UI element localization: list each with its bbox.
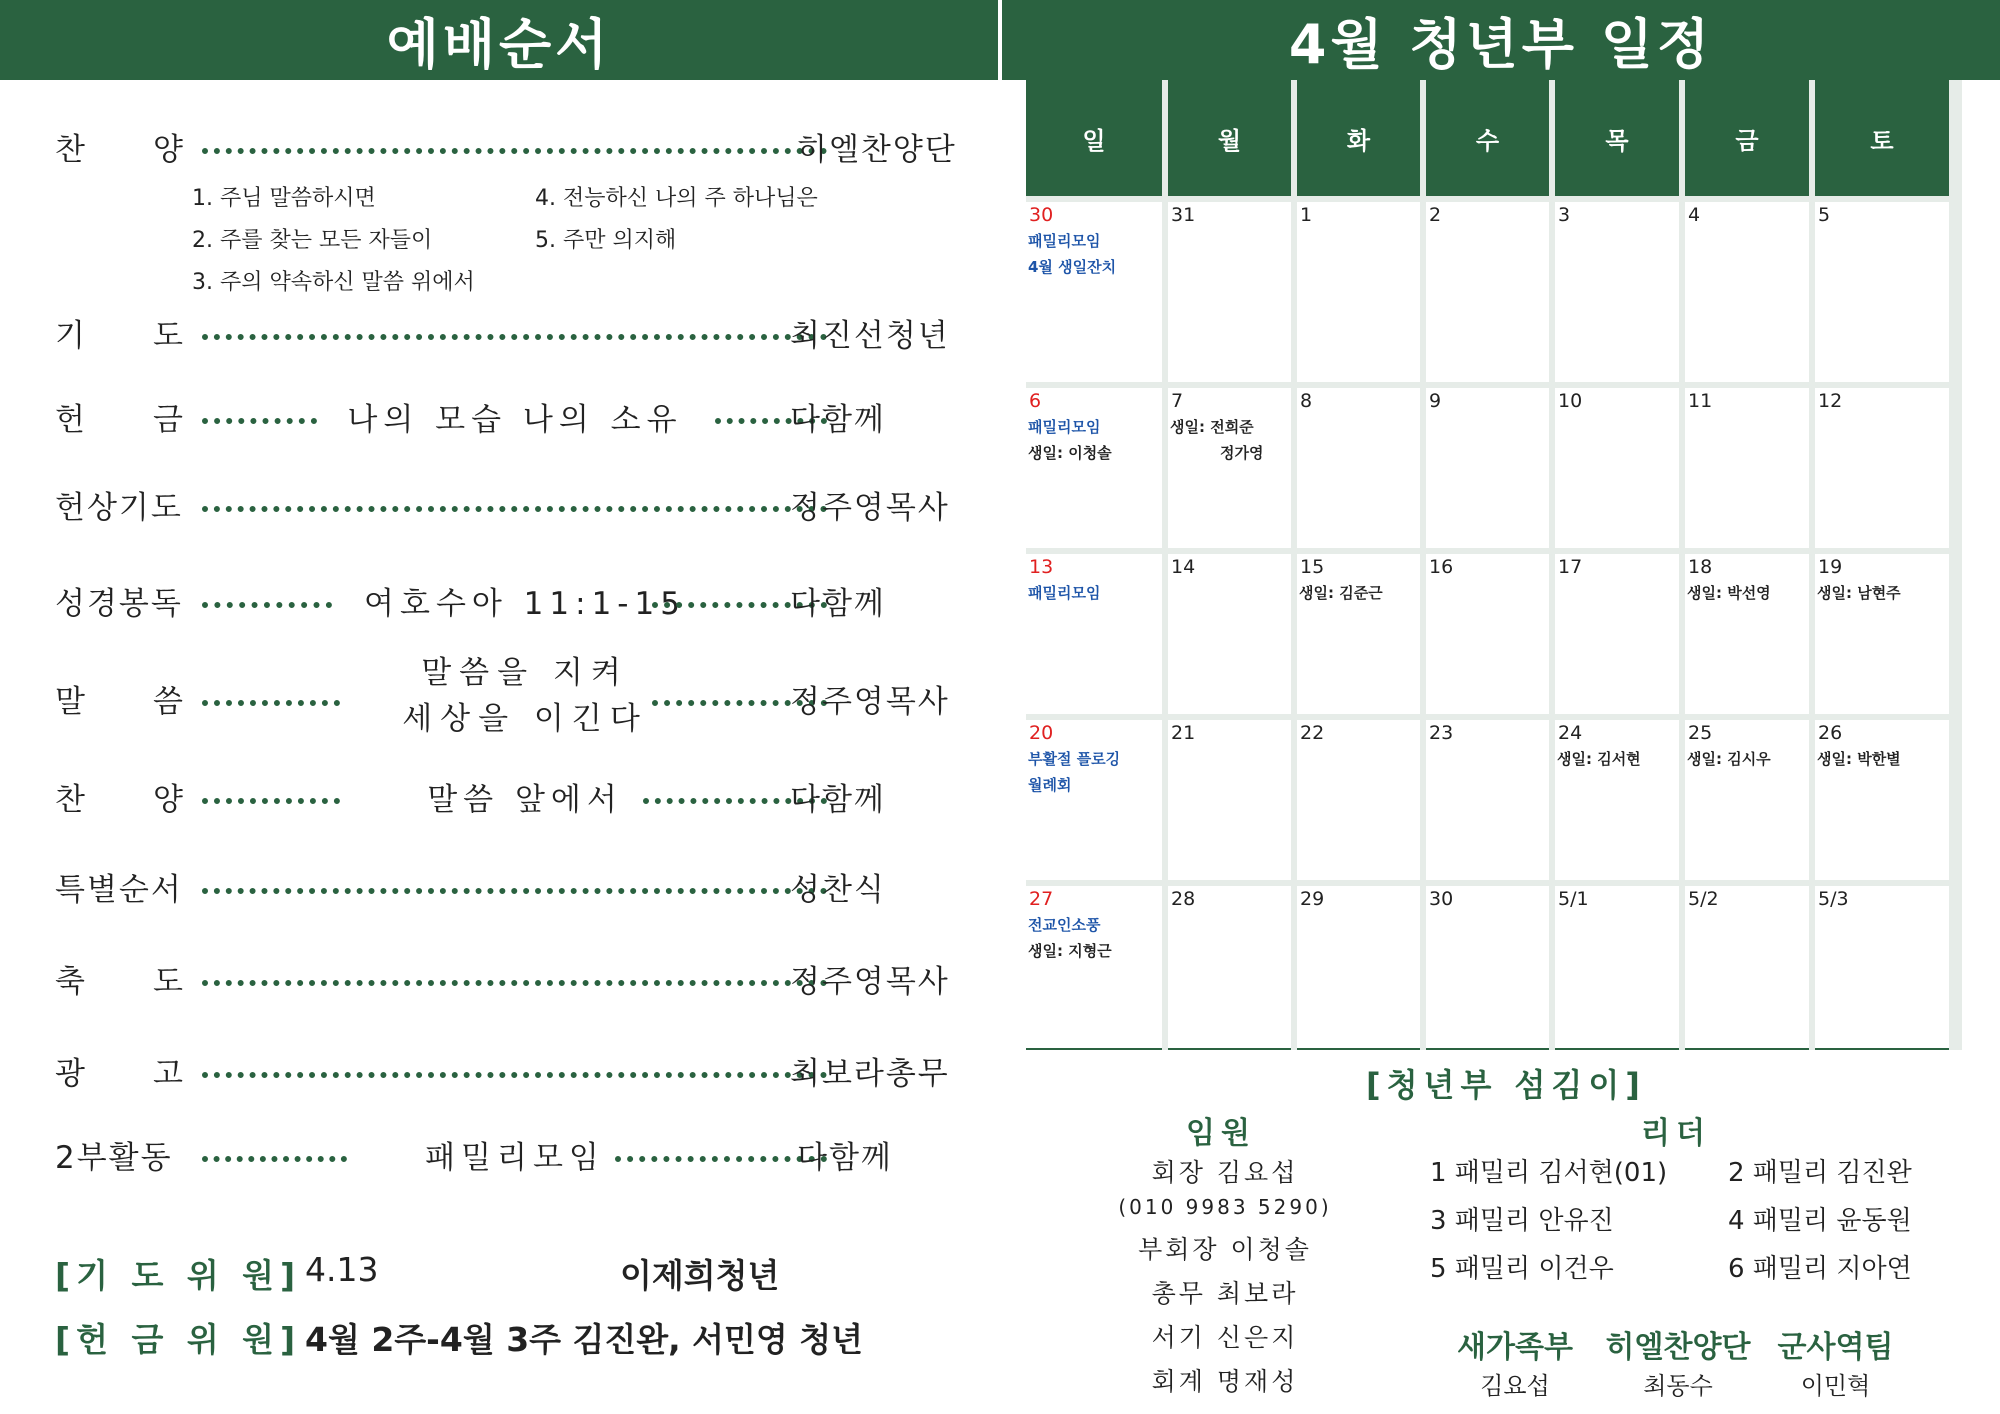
dotted-leader [202,980,827,986]
officer-item: 회계 명재성 [1151,1367,1299,1396]
weekday-header: 금 [1685,80,1809,196]
calendar-event: 생일: 김준근 [1299,584,1383,602]
leaders-title: 리더 [1641,1116,1711,1151]
order-label: 기 도 [55,318,185,354]
order-row-praise [55,120,965,180]
day-number: 20 [1029,722,1054,744]
officer-item: 서기 신은지 [1151,1323,1299,1352]
day-number: 5/1 [1558,888,1589,910]
leader-item: 3 패밀리 안유진 [1430,1206,1614,1236]
calendar-day-cell [1168,388,1291,548]
leader-item: 5 패밀리 이건우 [1430,1254,1614,1284]
weekday-header: 월 [1168,80,1291,196]
calendar-event: 4월 생일잔치 [1028,258,1117,276]
leader-item: 1 패밀리 김서현(01) [1430,1158,1668,1188]
calendar-day-cell [1297,388,1420,548]
day-number: 22 [1300,722,1325,744]
calendar-event: 패밀리모임 [1028,232,1101,250]
calendar-day-cell [1815,720,1949,880]
calendar-day-cell [1026,388,1162,548]
day-number: 1 [1300,204,1313,226]
day-number: 16 [1429,556,1454,578]
order-row-praise-2 [55,770,965,830]
calendar-day-cell [1297,720,1420,880]
day-number: 17 [1558,556,1583,578]
order-label: 찬 양 [55,132,185,168]
day-number: 5/3 [1818,888,1849,910]
order-leader: 히엘찬양단 [797,132,957,168]
day-number: 23 [1429,722,1454,744]
calendar-day-cell [1026,554,1162,714]
day-number: 21 [1171,722,1196,744]
order-label: 찬 양 [55,782,185,818]
calendar-day-cell [1026,886,1162,1050]
dotted-leader [202,888,827,894]
calendar-day-cell [1685,886,1809,1050]
day-number: 5/2 [1688,888,1719,910]
calendar-day-cell [1168,886,1291,1050]
dotted-leader [615,1156,827,1162]
prayer-committee-name: 이제희청년 [620,1256,780,1295]
calendar-day-cell [1815,388,1949,548]
order-row-second-part [55,1128,965,1188]
day-number: 28 [1171,888,1196,910]
team-name: 새가족부 [1457,1330,1573,1365]
dotted-leader [202,148,827,154]
order-leader: 최보라총무 [790,1056,950,1092]
dotted-leader [202,700,340,706]
order-leader: 다함께 [797,1140,893,1176]
order-leader: 정주영목사 [790,964,950,1000]
day-number: 12 [1818,390,1843,412]
order-label: 헌상기도 [55,490,183,526]
day-number: 31 [1171,204,1196,226]
calendar-day-cell [1426,202,1549,382]
calendar-event: 생일: 김시우 [1687,750,1771,768]
offering-committee-tag: [헌 금 위 원] [55,1320,302,1359]
calendar-event: 생일: 지형근 [1028,942,1112,960]
order-label: 특별순서 [55,872,183,908]
calendar-day-cell [1685,554,1809,714]
calendar-day-cell [1297,554,1420,714]
song-item: 2. 주를 찾는 모든 자들이 [192,228,433,253]
order-row-dedication-prayer [55,478,965,538]
day-number: 2 [1429,204,1442,226]
order-row-offering [55,390,965,450]
day-number: 25 [1688,722,1713,744]
calendar-day-cell [1555,202,1679,382]
calendar-day-cell [1168,554,1291,714]
song-item: 1. 주님 말씀하시면 [192,186,376,211]
team-name: 군사역팀 [1777,1330,1894,1365]
order-leader: 정주영목사 [790,684,950,720]
officer-item: 부회장 이청솔 [1138,1235,1312,1264]
day-number: 8 [1300,390,1313,412]
dotted-leader [202,506,827,512]
officer-phone: (010 9983 5290) [1118,1195,1332,1219]
dotted-leader [202,1072,827,1078]
order-label: 축 도 [55,964,185,1000]
calendar-day-cell [1685,202,1809,382]
calendar-day-cell [1297,202,1420,382]
calendar-event: 패밀리모임 [1028,584,1101,602]
order-detail: 말씀 앞에서 [427,782,623,818]
order-leader: 다함께 [790,586,886,622]
prayer-committee-date: 4.13 [305,1250,379,1289]
calendar-event: 월례회 [1028,776,1072,794]
leader-item: 2 패밀리 김진완 [1728,1158,1912,1188]
prayer-committee [55,1250,780,1297]
weekday-header: 수 [1426,80,1549,196]
calendar-event: 부활절 플로깅 [1028,750,1121,768]
day-number: 6 [1029,390,1042,412]
order-row-benediction [55,952,965,1012]
calendar-event: 생일: 남현주 [1817,584,1901,602]
offering-committee [55,1314,864,1361]
order-leader: 다함께 [790,402,886,438]
dotted-leader [202,334,827,340]
order-label: 성경봉독 [55,586,183,622]
dotted-leader [202,418,317,424]
order-label: 광 고 [55,1056,185,1092]
weekday-header: 토 [1815,80,1949,196]
order-leader: 다함께 [790,782,886,818]
day-number: 10 [1558,390,1583,412]
calendar-event: 패밀리모임 [1028,418,1101,436]
dotted-leader [202,1156,347,1162]
calendar-event: 정가영 [1220,444,1264,462]
calendar-day-cell [1815,202,1949,382]
day-number: 18 [1688,556,1713,578]
offering-committee-text: 4월 2주-4월 3주 김진완, 서민영 청년 [305,1320,864,1359]
day-number: 19 [1818,556,1843,578]
weekday-header: 화 [1297,80,1420,196]
calendar-title: 4월 청년부 일정 [1002,0,2000,80]
order-leader: 성찬식 [790,872,886,908]
day-number: 7 [1171,390,1184,412]
calendar-day-cell [1685,720,1809,880]
day-number: 15 [1300,556,1325,578]
calendar-event: 생일: 전희준 [1170,418,1254,436]
day-number: 27 [1029,888,1054,910]
sermon-title-line: 세상을 이긴다 [402,701,648,737]
day-number: 30 [1429,888,1454,910]
order-row-announcements [55,1044,965,1104]
calendar-day-cell [1026,202,1162,382]
calendar-day-cell [1555,720,1679,880]
team-name: 히엘찬양단 [1605,1330,1751,1365]
calendar-day-cell [1026,720,1162,880]
order-detail: 여호수아 11:1-15 [364,586,686,622]
calendar-event: 생일: 박한별 [1817,750,1901,768]
officer-item: 회장 김요섭 [1151,1158,1299,1187]
day-number: 14 [1171,556,1196,578]
calendar-event: 생일: 김서현 [1557,750,1641,768]
worship-order-title: 예배순서 [0,0,998,80]
weekday-header: 일 [1026,80,1162,196]
order-label: 2부활동 [55,1140,173,1176]
dotted-leader [202,798,340,804]
calendar-day-cell [1815,554,1949,714]
team-person: 김요섭 [1480,1372,1550,1400]
sermon-title-line: 말씀을 지켜 [421,655,629,691]
team-person: 이민혁 [1800,1372,1871,1400]
order-leader: 정주영목사 [790,490,950,526]
day-number: 24 [1558,722,1583,744]
prayer-committee-tag: [기 도 위 원] [55,1256,302,1295]
calendar-day-cell [1168,720,1291,880]
team-person: 최동수 [1643,1372,1713,1400]
calendar-day-cell [1297,886,1420,1050]
calendar-event: 전교인소풍 [1028,916,1101,934]
order-row-scripture [55,574,965,634]
order-row-special [55,860,965,920]
officer-item: 총무 최보라 [1151,1279,1299,1308]
calendar-event: 생일: 이청솔 [1028,444,1112,462]
order-detail: 나의 모습 나의 소유 [347,402,683,438]
order-leader: 최진선청년 [790,318,950,354]
calendar-day-cell [1555,388,1679,548]
calendar-day-cell [1168,202,1291,382]
song-item: 5. 주만 의지해 [535,228,677,253]
sermon-title [340,650,710,742]
order-detail: 패밀리모임 [425,1140,605,1176]
song-item: 4. 전능하신 나의 주 하나님은 [535,186,818,211]
servants-title: [청년부 섬김이] [1366,1066,1646,1104]
day-number: 29 [1300,888,1325,910]
day-number: 4 [1688,204,1701,226]
calendar-day-cell [1426,886,1549,1050]
officers-title: 임원 [1186,1116,1256,1151]
weekday-header: 목 [1555,80,1679,196]
song-list-right [535,178,818,262]
calendar-day-cell [1426,720,1549,880]
calendar-day-cell [1685,388,1809,548]
day-number: 11 [1688,390,1713,412]
dotted-leader [202,602,332,608]
song-list-left [192,178,475,304]
order-label: 헌 금 [55,402,185,438]
calendar-event: 생일: 박선영 [1687,584,1771,602]
leader-item: 6 패밀리 지아연 [1728,1254,1912,1284]
calendar-day-cell [1555,554,1679,714]
day-number: 13 [1029,556,1054,578]
calendar-day-cell [1426,554,1549,714]
calendar-day-cell [1426,388,1549,548]
day-number: 3 [1558,204,1571,226]
order-label: 말 씀 [55,684,185,720]
calendar-day-cell [1555,886,1679,1050]
day-number: 5 [1818,204,1831,226]
leader-item: 4 패밀리 윤동원 [1728,1206,1912,1236]
order-row-prayer [55,306,965,366]
song-item: 3. 주의 약속하신 말씀 위에서 [192,270,475,295]
day-number: 30 [1029,204,1054,226]
day-number: 9 [1429,390,1442,412]
calendar-day-cell [1815,886,1949,1050]
day-number: 26 [1818,722,1843,744]
